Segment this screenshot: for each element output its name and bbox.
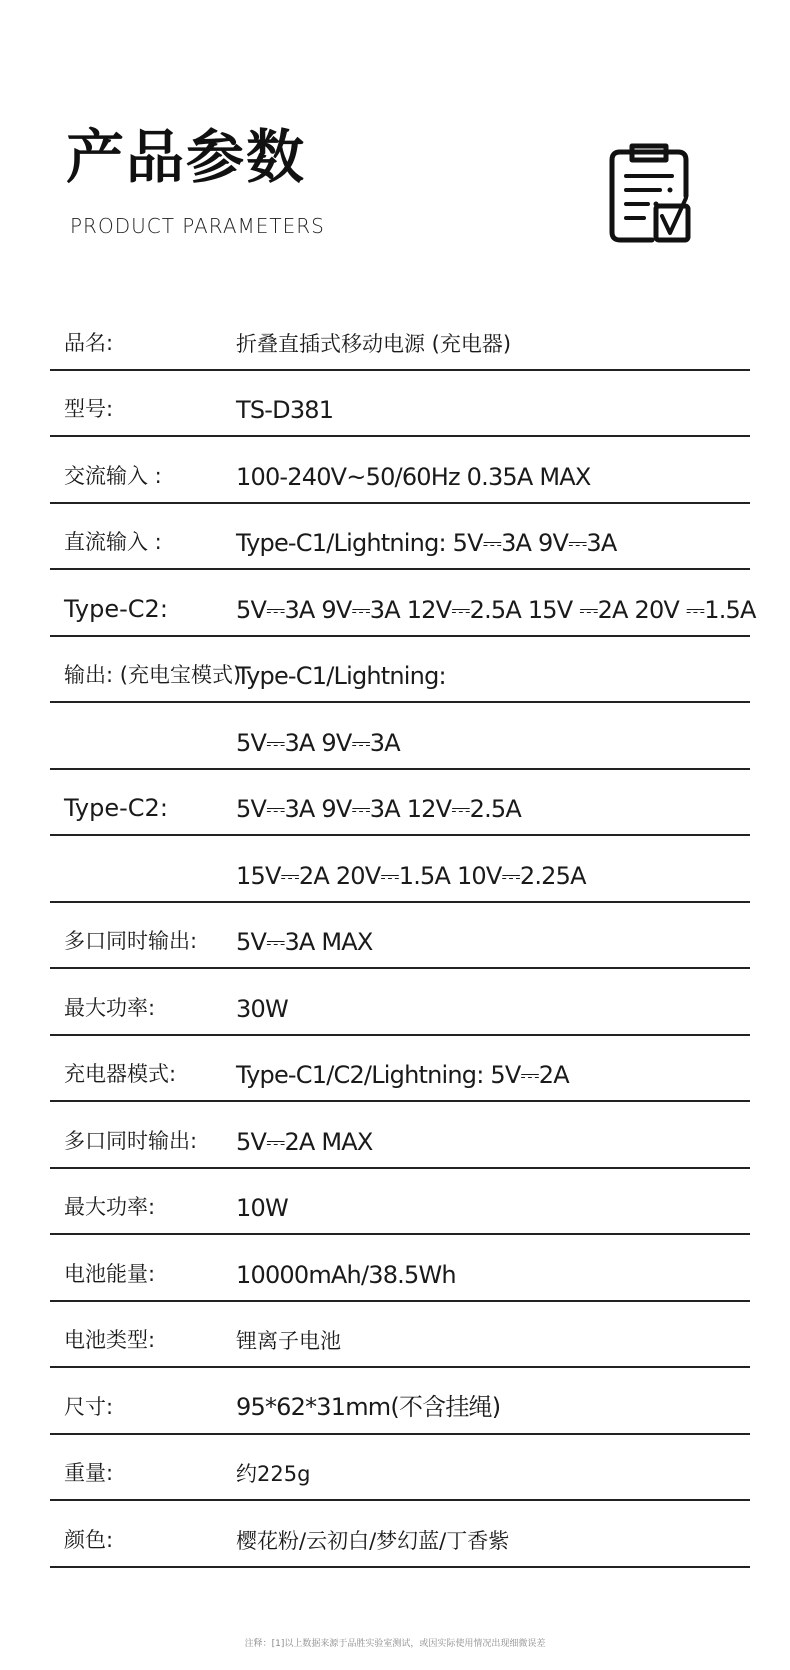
page-subtitle: PRODUCT PARAMETERS xyxy=(70,214,325,238)
spec-row xyxy=(50,637,750,704)
spec-value: 5V⎓3A 9V⎓3A xyxy=(236,728,400,757)
spec-label: 重量: xyxy=(64,1461,114,1485)
spec-value: 约225g xyxy=(236,1462,311,1486)
spec-value: 95*62*31mm(不含挂绳) xyxy=(236,1392,501,1421)
spec-label: 直流输入 : xyxy=(64,530,162,554)
clipboard-check-icon xyxy=(598,140,694,250)
spec-value: TS-D381 xyxy=(236,396,334,424)
spec-label: 多口同时输出: xyxy=(64,929,198,953)
page-title: 产品参数 xyxy=(66,123,307,191)
spec-label: 电池类型: xyxy=(64,1328,156,1352)
spec-row xyxy=(50,371,750,438)
spec-value: Type-C1/Lightning: xyxy=(236,662,446,690)
spec-value: 5V⎓3A MAX xyxy=(236,928,373,956)
spec-value: 30W xyxy=(236,994,288,1023)
spec-value: 15V⎓2A 20V⎓1.5A 10V⎓2.25A xyxy=(236,861,586,890)
spec-label: 输出: (充电宝模式) xyxy=(64,663,242,687)
spec-row xyxy=(50,504,750,571)
spec-value: 樱花粉/云初白/梦幻蓝/丁香紫 xyxy=(236,1528,510,1553)
spec-label: 充电器模式: xyxy=(64,1062,177,1086)
spec-label: 最大功率: xyxy=(64,995,156,1020)
spec-row xyxy=(50,1435,750,1502)
spec-row xyxy=(50,703,750,770)
spec-row xyxy=(50,770,750,837)
spec-value: 5V⎓3A 9V⎓3A 12V⎓2.5A 15V ⎓2A 20V ⎓1.5A xyxy=(236,595,756,624)
spec-label: Type-C2: xyxy=(64,594,168,623)
spec-row xyxy=(50,903,750,970)
spec-value: 10W xyxy=(236,1194,288,1222)
spec-value: 折叠直插式移动电源 (充电器) xyxy=(236,331,512,356)
spec-value: Type-C1/Lightning: 5V⎓3A 9V⎓3A xyxy=(236,529,617,557)
spec-value: Type-C1/C2/Lightning: 5V⎓2A xyxy=(236,1061,569,1089)
spec-label: 型号: xyxy=(64,397,114,421)
spec-label: 品名: xyxy=(64,330,114,355)
spec-row xyxy=(50,1368,750,1435)
spec-row xyxy=(50,1169,750,1236)
spec-row xyxy=(50,304,750,371)
spec-row xyxy=(50,1036,750,1103)
spec-row xyxy=(50,969,750,1036)
spec-row xyxy=(50,437,750,504)
spec-table xyxy=(50,304,756,1568)
spec-row xyxy=(50,1302,750,1369)
spec-value: 5V⎓3A 9V⎓3A 12V⎓2.5A xyxy=(236,795,522,823)
spec-row xyxy=(50,570,756,637)
spec-label: 交流输入 : xyxy=(64,463,162,488)
spec-row xyxy=(50,1102,750,1169)
spec-label: 电池能量: xyxy=(64,1261,156,1286)
spec-label: Type-C2: xyxy=(64,794,168,822)
spec-row xyxy=(50,836,750,903)
spec-value: 锂离子电池 xyxy=(236,1329,341,1353)
spec-label: 多口同时输出: xyxy=(64,1128,198,1153)
spec-value: 100-240V~50/60Hz 0.35A MAX xyxy=(236,462,591,491)
spec-label: 颜色: xyxy=(64,1527,114,1552)
spec-value: 5V⎓2A MAX xyxy=(236,1127,373,1156)
spec-row xyxy=(50,1235,750,1302)
spec-row xyxy=(50,1501,750,1568)
spec-label: 最大功率: xyxy=(64,1195,156,1219)
spec-label: 尺寸: xyxy=(64,1394,114,1419)
spec-value: 10000mAh/38.5Wh xyxy=(236,1260,456,1289)
footnote: 注释：[1]以上数据来源于品胜实验室测试，或因实际使用情况出现细微误差 xyxy=(244,1639,546,1649)
